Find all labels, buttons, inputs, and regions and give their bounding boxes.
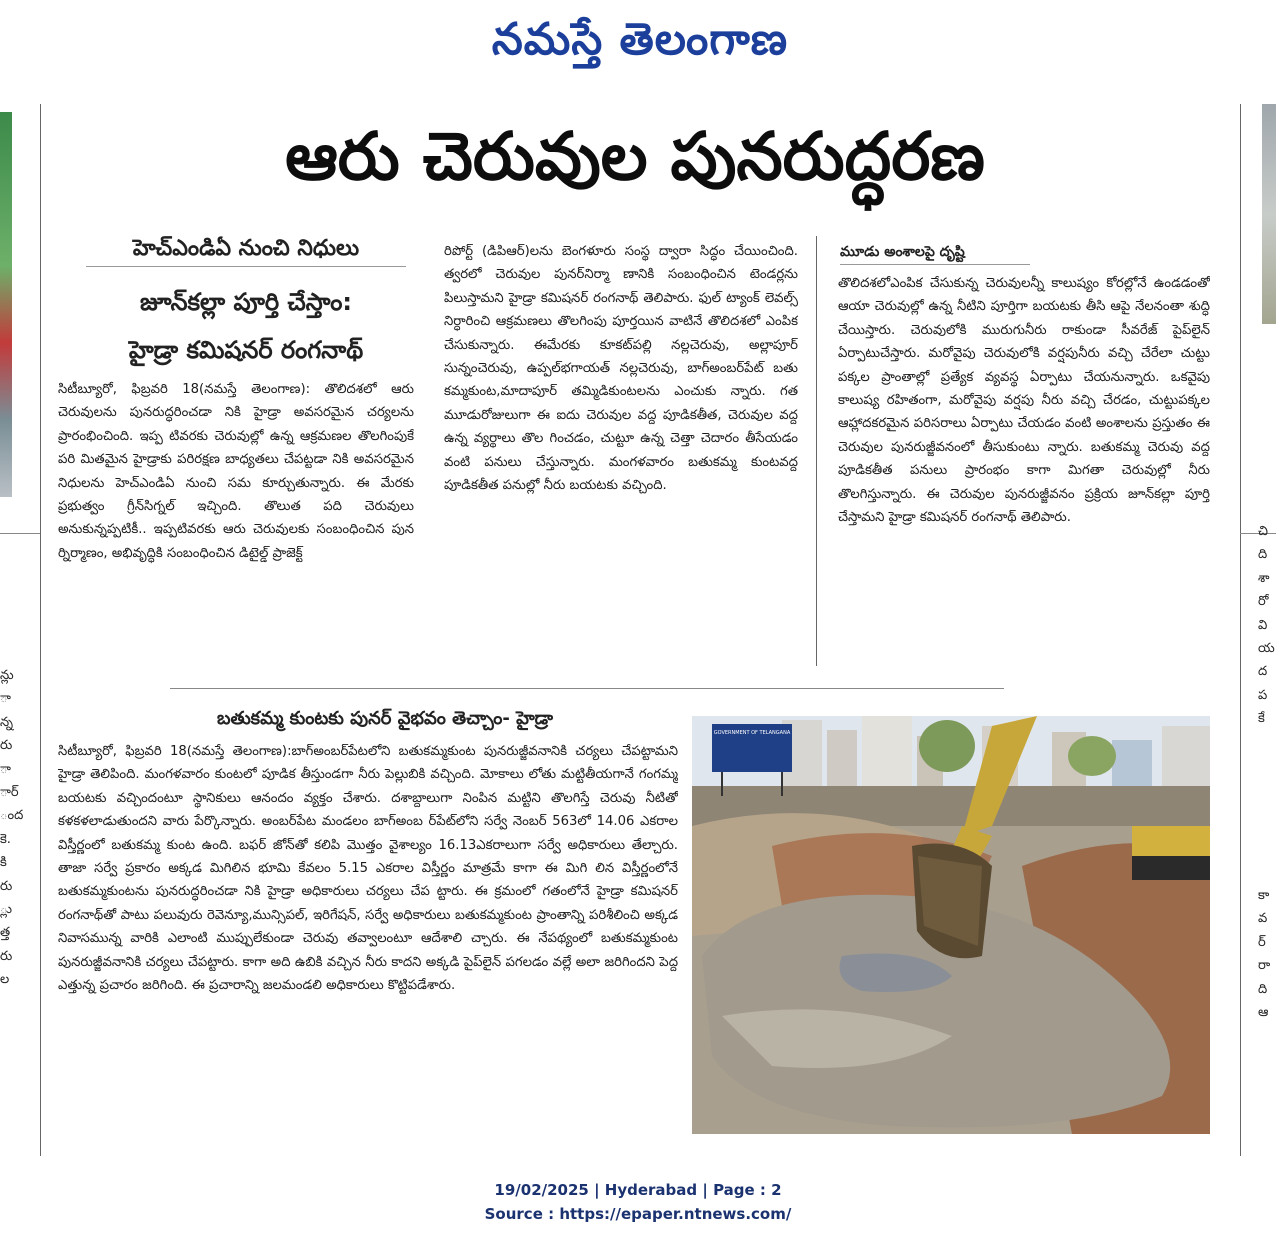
article-separator — [170, 688, 1004, 689]
middle-article-body: రిపోర్ట్ (డిపిఆర్)లను బెంగళూరు సంస్థ ద్వారా సిద్ధం చేయించింది. త్వరలో చెరువుల పునర్‌నిర్మా ణానికి సంబంధించిన టెండర్లను పిలుస్తామని హైడ్రా కమిషనర్ రంగనాథ్ తెలిపారు. ఫుల్ ట్యాంక్ లెవల్స్ నిర్ధారించి ఆక్రమణలు తొలగింపు పూర్తయిన వాటినే తొలిదశలో ఎంపిక చేసుకున్నారు. ఈమేరకు కూకట్‌పల్లి నల్లచెరువు, అల్లాపూర్ సున్నంచెరువు, ఉప్పల్‌భగాయత్ నల్లచెరువు, బాగ్‌అంబర్‌పేట్ బతు కమ్మకుంట,మాదాపూర్ తమ్మిడికుంటలను ఎంచుకు న్నారు. గత మూడురోజులుగా ఈ ఐదు చెరువుల వద్ద పూడికతీత, చెరువుల వద్ద ఉన్న వ్యర్థాలు తొల గించడం, చుట్టూ ఉన్న చెత్తా చెదారం తీసేయడం వంటి పనులు చేస్తున్నారు. మంగళవారం బతుకమ్మ కుంటవద్ద పూడికతీత పనుల్లో నీరు బయటకు వచ్చింది. — [444, 244, 798, 494]
page-footer — [0, 1178, 1276, 1226]
right-article-kicker: మూడు అంశాలపై దృష్టి — [840, 240, 1030, 265]
left-margin-rule — [0, 533, 40, 534]
right-edge-photo — [1262, 104, 1276, 324]
main-headline: ఆరు చెరువుల పునరుద్ధరణ — [285, 118, 985, 195]
excavation-photo — [692, 716, 1210, 1134]
column-divider — [816, 236, 817, 666]
left-border-line — [40, 104, 41, 1156]
bottom-article-headline: బతుకమ్మ కుంటకు పునర్ వైభవం తెచ్చాం- హైడ్రా — [216, 708, 554, 729]
right-border-line — [1240, 104, 1241, 1156]
bottom-article-body: సిటీబ్యూరో, ఫిబ్రవరి 18(నమస్తే తెలంగాణ):బాగ్‌అంబర్‌పేటలోని బతుకమ్మకుంట పునరుజ్జీవనానికి చర్యలు చేపట్టామని హైడ్రా తెలిపింది. మంగళవారం కుంటలో పూడిక తీస్తుండగా నీరు పెల్లుబికి వచ్చింది. మోకాలు లోతు మట్టితీయగానే గంగమ్మ బయటకు వచ్చిందంటూ స్థానికులు ఆనందం వ్యక్తం చేశారు. దశాబ్దాలుగా నింపిన మట్టిని తొలగిస్తే చెరువు నీటితో కళకళలాడుతుందని వారు పేర్కొన్నారు. అంబర్‌పేట మండలం బాగ్‌అంబ ర్‌పేట్‌లోని సర్వే నెంబర్ 563లో 14.06 ఎకరాల విస్తీర్ణంలో బతుకమ్మ కుంట ఉంది. బఫర్ జోన్‌తో కలిపి మొత్తం వైశాల్యం 16.13ఎకరాలుగా సర్వే అధికారులు తేల్చారు. తాజా సర్వే ప్రకారం అక్కడ మిగిలిన భూమి కేవలం 5.15 ఎకరాల విస్తీర్ణం మాత్రమే కాగా ఈ మిగి లిన విస్తీర్ణంలోనే బతుకమ్మకుంటను పునరుద్ధరించడా నికి హైడ్రా అధికారులు చర్యలు చేప ట్టారు. ఈ క్రమంలో గతంలోనే హైడ్రా కమిషనర్ రంగనాథ్‌తో పాటు పలువురు రెవెన్యూ,మున్సిపల్, ఇరిగేషన్, సర్వే అధికారులు బతుకమ్మకుంట ప్రాంతాన్ని పరిశీలించి అక్కడ నివాసమున్న వారికి ఎలాంటి ముప్పులేకుండా చెరువు తవ్వాలంటూ ఆదేశాలి చ్చారు. ఈ నేపథ్యంలో బతుకమ్మకుంట పునరుజ్జీవనానికి చర్యలు చేపట్టారు. కాగా అది ఉబికి వచ్చిన నీరు కాదని అక్కడి పైప్‌లైన్ పగలడం వల్లే అలా జరిగిందని పెద్ద ఎత్తున్న ప్రచారం జరిగింది. ఈ ప్రచారాన్ని జలమండలి అధికారులు కొట్టిపడేశారు. — [58, 744, 678, 994]
left-article-subhead-1: జూన్‌కల్లా పూర్తి చేస్తాం: — [139, 288, 353, 316]
right-article-body: తొలిదశలోఎంపిక చేసుకున్న చెరువులన్నీ కాలుష్యం కోరల్లోనే ఉండడంతో ఆయా చెరువుల్లో ఉన్న నీటిని పూర్తిగా బయటకు తీసి ఆపై నేలనంతా శుద్ధి చేయిస్తారు. చెరువులోకి మురుగునీరు రాకుండా సీవరేజ్ పైప్‌లైన్ ఏర్పాటుచేస్తారు. మరోవైపు చెరువులోకి వర్షపునీరు వచ్చి చేరేలా చుట్టు పక్కల ప్రాంతాల్లో ప్రత్యేక వ్యవస్థ ఏర్పాటు చేయనున్నారు. ఒకవైపు కాలుష్య రహితంగా, మరోవైపు వర్షపు నీరు వచ్చి చేరడం, చుట్టుపక్కల ఆహ్లాదకరమైన పరిసరాలు ఏర్పాటు చేయడం వంటి అంశాలను ప్రస్తుతం ఈ చెరువుల పునరుజ్జీవనంలో తీసుకుంటు న్నారు. బతుకమ్మ చెరువు వద్ద పూడికతీత పనులు ప్రారంభం కాగా మిగతా చెరువుల్లో నీరు తొలగిస్తున్నారు. ఈ చెరువుల పునరుజ్జీవనం ప్రక్రియ జూన్‌కల్లా పూర్తి చేస్తామని హైడ్రా కమిషనర్ రంగనాథ్ తెలిపారు. — [838, 276, 1210, 526]
left-margin-text: న్లు ా న్న రు ా ార్ ంద కె. కి రు ్లు త్త రు ల — [0, 668, 24, 988]
right-margin-text-lower: కా వ ర్ రా ది ఆ — [1258, 888, 1271, 1021]
footer-date-line: 19/02/2025 | Hyderabad | Page : 2 — [494, 1181, 782, 1199]
footer-source-link[interactable]: Source : https://epaper.ntnews.com/ — [484, 1205, 792, 1223]
left-edge-photo — [0, 112, 12, 497]
newspaper-masthead: నమస్తే తెలంగాణ — [491, 14, 789, 65]
left-article-kicker: హెచ్‌ఎండిఏ నుంచి నిధులు — [86, 232, 406, 267]
left-article-body: సిటీబ్యూరో, ఫిబ్రవరి 18(నమస్తే తెలంగాణ): తొలిదశలో ఆరు చెరువులను పునరుద్ధరించడా నికి హైడ్రా అవసరమైన చర్యలను ప్రారంభించింది. ఇప్ప టివరకు చెరువుల్లో ఉన్న ఆక్రమణల తొలగింపుకే పరి మితమైన హైడ్రాకు పరిరక్షణ బాధ్యతలు చేపట్టడా నికి అవసరమైన నిధులను హెచ్‌ఎండిఏ నుంచి సమ కూర్చుతున్నారు. ఈ మేరకు ప్రభుత్వం గ్రీన్‌సిగ్నల్ ఇచ్చింది. తొలుత పది చెరువులు అనుకున్నప్పటికీ.. ఇప్పటివరకు ఆరు చెరువులకు సంబంధించిన పున ర్నిర్మాణం, అభివృద్ధికి సంబంధించిన డిటైల్డ్ ప్రాజెక్ట్ — [58, 382, 414, 561]
signboard-text: GOVERNMENT OF TELANGANA — [713, 730, 791, 736]
left-article-subhead-2: హైడ్రా కమిషనర్ రంగనాథ్ — [128, 336, 364, 364]
right-margin-text: చి ది శా రో వి య ద ప కే — [1258, 524, 1275, 727]
